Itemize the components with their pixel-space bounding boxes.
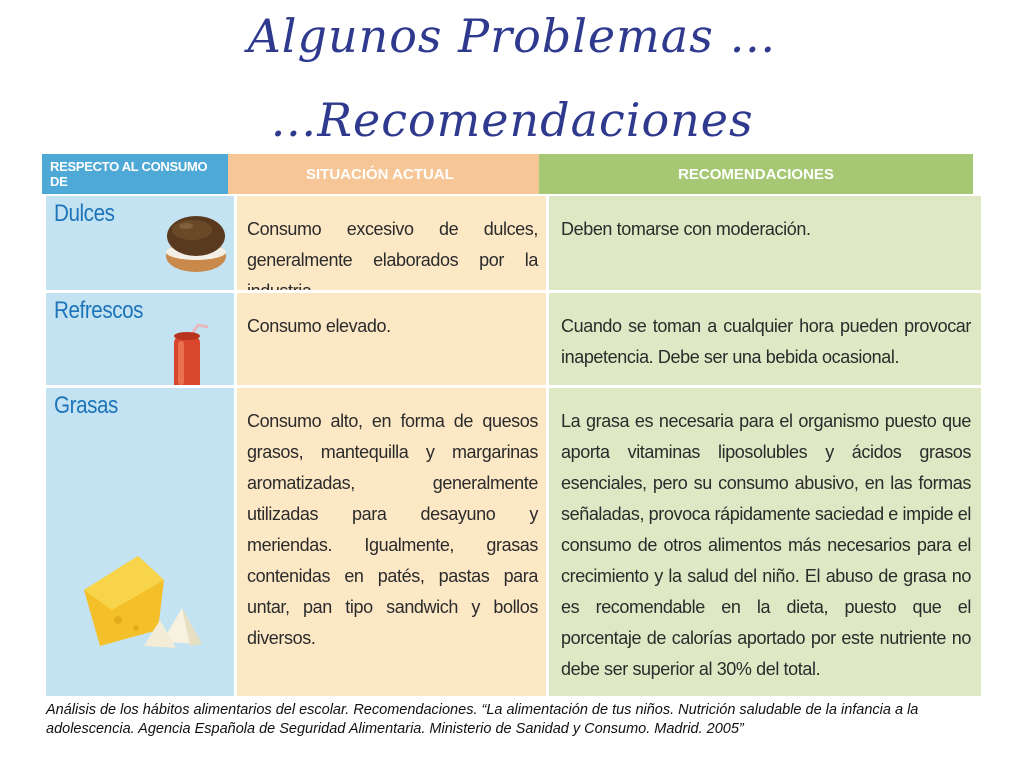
situacion-cell (234, 388, 546, 696)
header-recomendaciones: RECOMENDACIONES (539, 154, 973, 194)
recomendacion-cell (546, 293, 981, 385)
recomendacion-cell (546, 196, 981, 290)
recomendacion-text: Deben tomarse con moderación. (561, 219, 811, 239)
category-cell (44, 293, 234, 385)
recomendacion-cell (546, 388, 981, 696)
situacion-text: Consumo alto, en forma de quesos grasos, mantequilla y margarinas aromatizadas, generalmente utilizadas para desayuno y meriendas. Igualmente, grasas contenidas en patés, pastas para untar, pan tipo sandwich y bollos diversos. (247, 411, 538, 648)
category-label-dulces: Dulces (54, 200, 115, 227)
source-caption: Análisis de los hábitos alimentarios del escolar. Recomendaciones. “La alimentación de tus niños. Nutrición saludable de la infancia a la adolescencia. Agencia Española de Seguridad Alimentaria. Ministerio de Sanidad y Consumo. Madrid. 2005” (46, 702, 919, 737)
situacion-text: Consumo excesivo de dulces, generalmente elaborados por la (247, 219, 538, 270)
cheese-icon (78, 550, 208, 660)
category-label-grasas: Grasas (54, 392, 118, 419)
category-label-refrescos: Refrescos (54, 297, 144, 324)
table-row-grasas (44, 388, 981, 696)
situacion-text: Consumo elevado. (247, 316, 391, 336)
category-cell (44, 196, 234, 290)
slide-title-line-2: …Recomendaciones (270, 93, 754, 147)
table-row-refrescos (44, 293, 981, 385)
header-respecto-al-consumo: RESPECTO AL CONSUMO DE (42, 154, 228, 194)
pastry-icon (164, 210, 228, 276)
header-situacion-actual: SITUACIÓN ACTUAL (228, 154, 539, 194)
slide-title-line-1: Algunos Problemas … (247, 9, 777, 63)
situacion-cell (234, 196, 546, 290)
category-cell (44, 388, 234, 696)
recomendacion-text: Cuando se toman a cualquier hora pueden provocar inapetencia. Debe ser una bebida ocasional. (561, 316, 971, 367)
recomendacion-text: La grasa es necesaria para el organismo puesto que aporta vitaminas liposolubles y ácidos grasos esenciales, pero su consumo abusivo, en las formas señaladas, provoca rápidamente saciedad e impide el consumo de otros alimentos más necesarios para el crecimiento y la salud del niño. El abuso de grasa no es recomendable en la dieta, puesto que el porcentaje de calorías aportado por este nutriente no debe ser superior al 30% del total. (561, 411, 971, 679)
situacion-cell (234, 293, 546, 385)
recommendations-table (44, 196, 981, 696)
table-row-dulces (44, 196, 981, 290)
